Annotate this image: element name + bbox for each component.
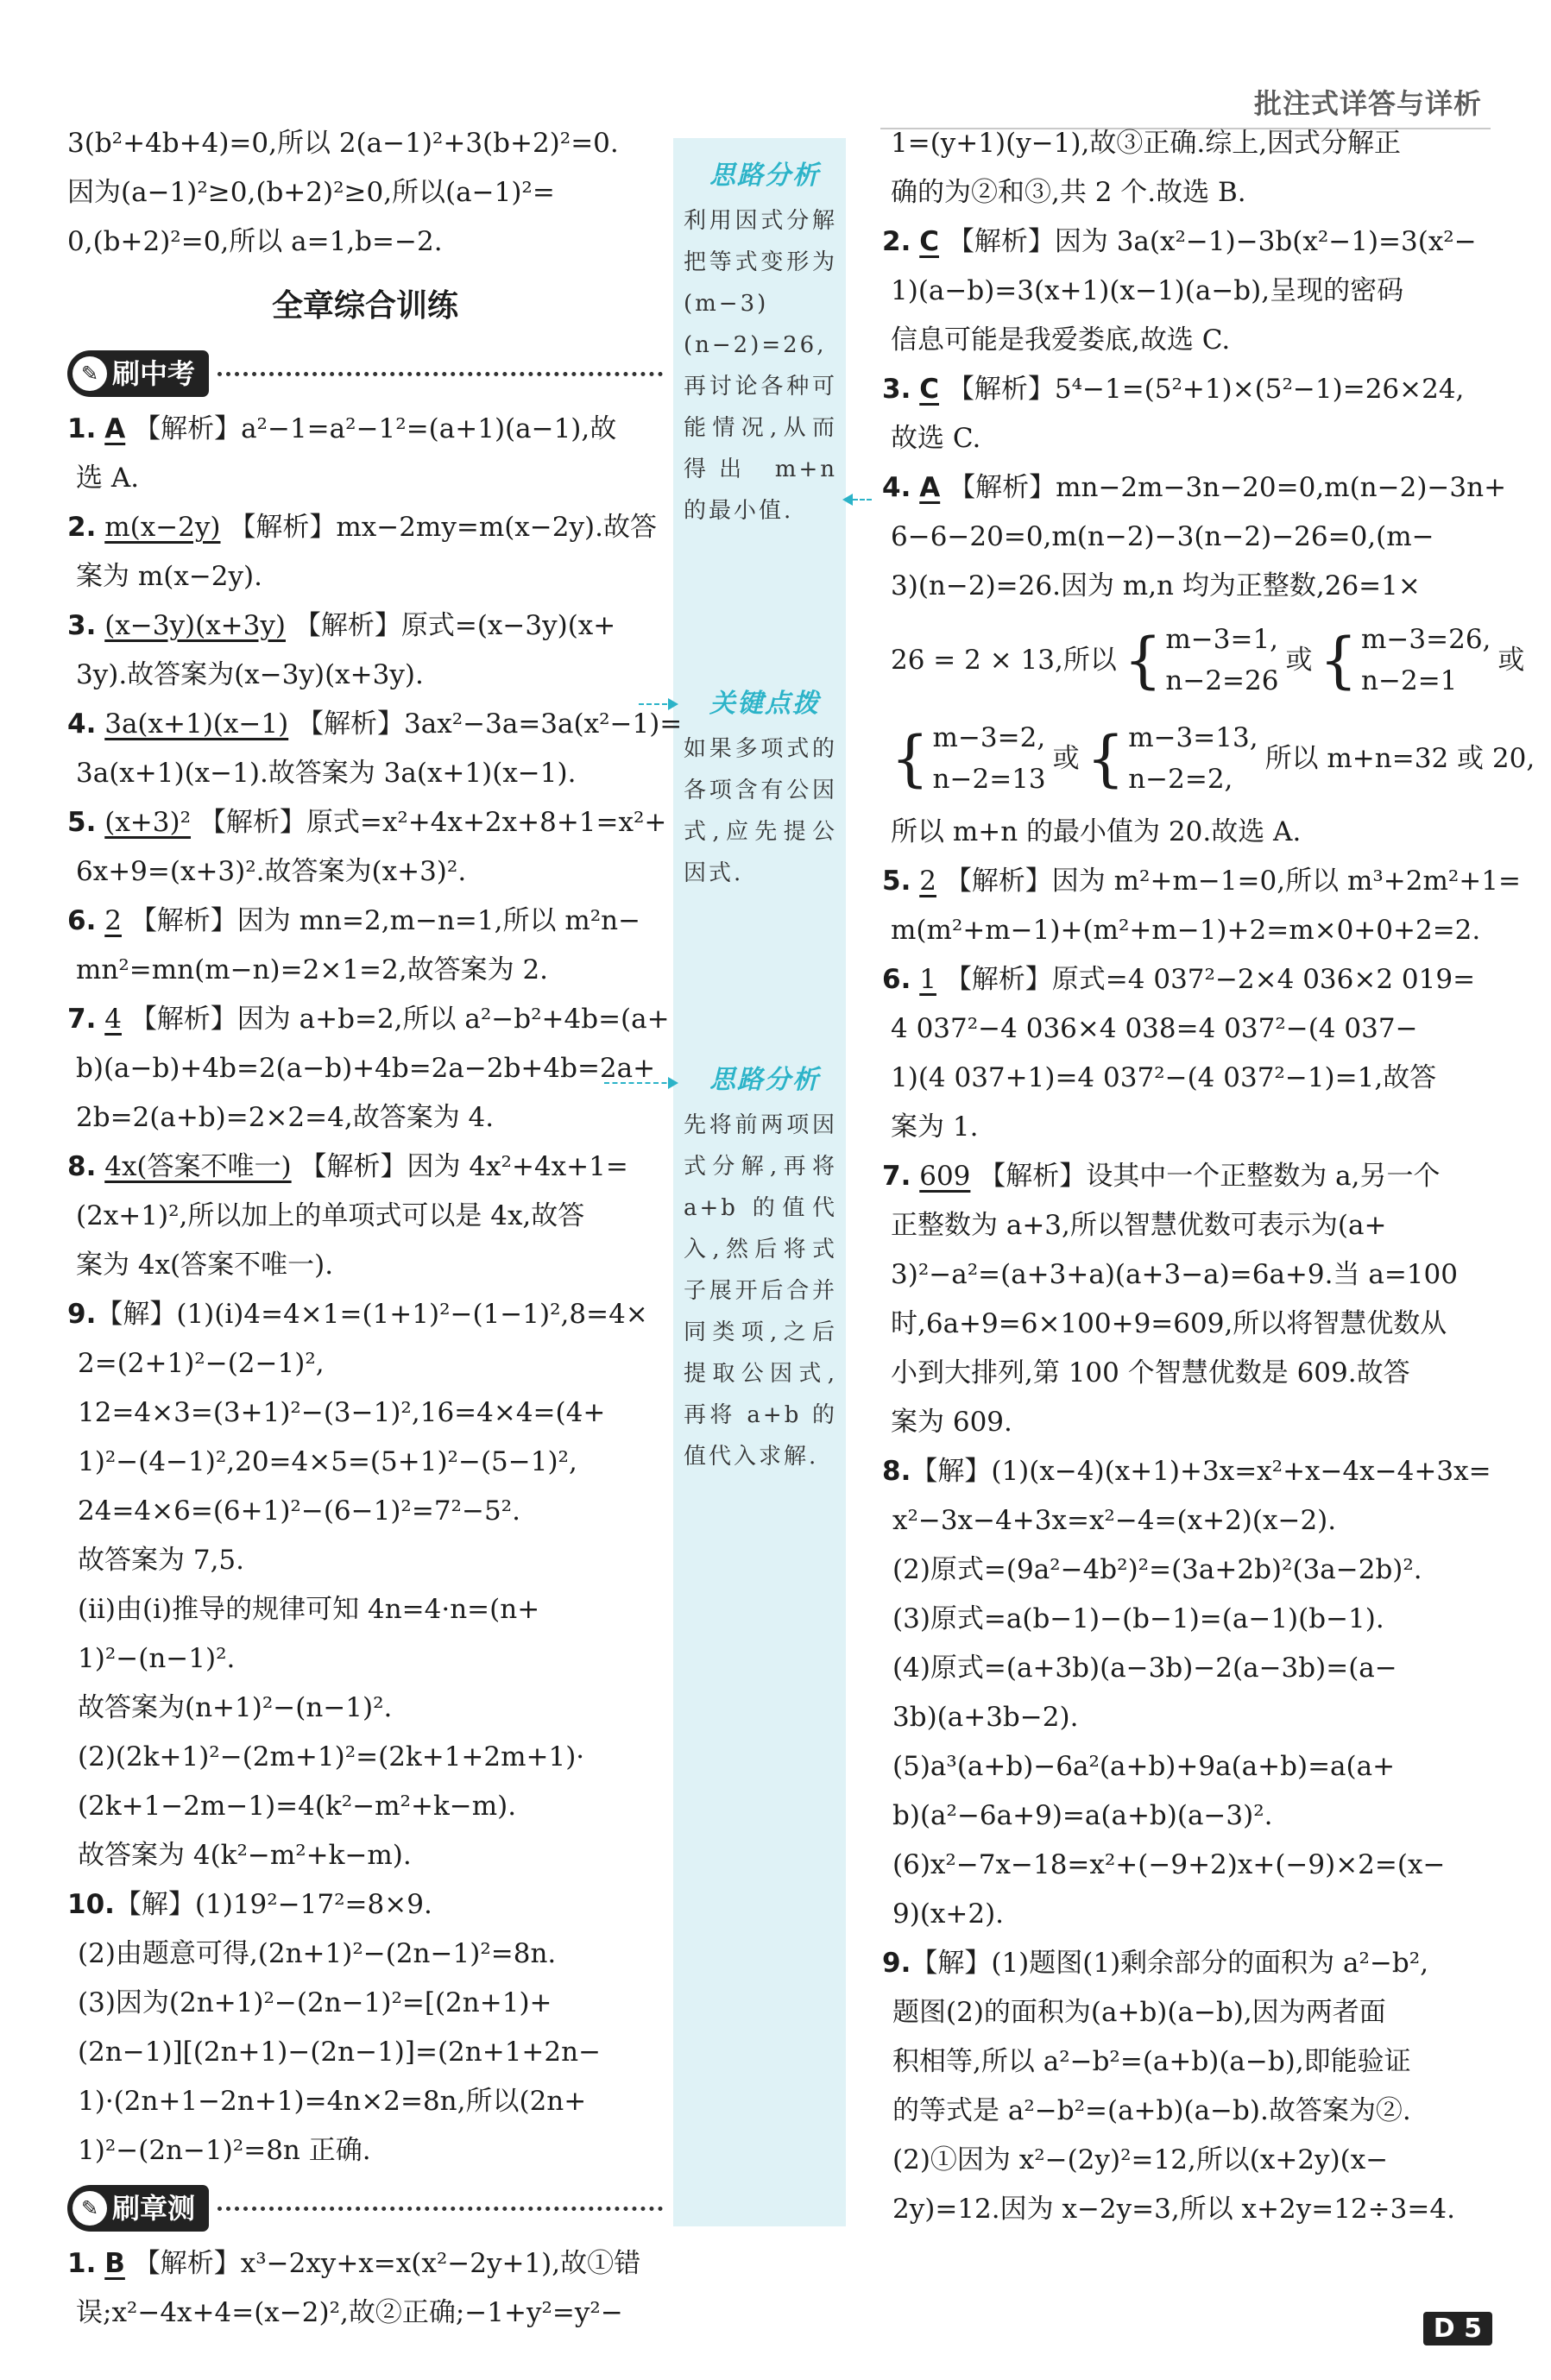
book-icon: ✎ bbox=[73, 2191, 107, 2226]
answer: 1 bbox=[919, 964, 936, 995]
sidebar-note-3 bbox=[675, 1060, 844, 1477]
left-column bbox=[67, 119, 683, 2338]
section-banner bbox=[67, 2181, 663, 2236]
sidebar-note-title: 思路分析 bbox=[709, 161, 820, 191]
text-line: 小到大排列,第 100 个智慧优数是 609.故答 bbox=[891, 1357, 1410, 1388]
sidebar-note-text: 先将前两项因式分解,再将 a+b 的值代入,然后将式子展开后合并同类项,之后提取公因式,再将 a+b 的值代入求解. bbox=[684, 1112, 837, 1470]
question-number: 5. bbox=[67, 807, 97, 838]
text-line: (2)原式=(9a²−4b²)²=(3a+2b)²(3a−2b)². bbox=[892, 1554, 1422, 1585]
explanation: 【解析】x³−2xy+x=x(x²−2y+1),故①错 bbox=[133, 2248, 641, 2279]
question-10 bbox=[67, 1880, 663, 2175]
equation: n−2=26 bbox=[1165, 665, 1279, 696]
text-line: 3y).故答案为(x−3y)(x+3y). bbox=[76, 659, 424, 690]
text-line: 故答案为 4(k²−m²+k−m). bbox=[78, 1840, 412, 1871]
page-header: 批注式详答与详析 bbox=[1253, 87, 1482, 120]
equation-system: { m−3=26, n−2=1 bbox=[1319, 619, 1491, 702]
answer: (x−3y)(x+3y) bbox=[104, 610, 286, 641]
explanation: 【解析】3ax²−3a=3a(x²−1)= bbox=[297, 708, 683, 740]
text-line: 【解】(1)(x−4)(x+1)+3x=x²+x−4x−4+3x= bbox=[911, 1456, 1491, 1487]
text-line: (2n−1)][(2n+1)−(2n−1)]=(2n+1+2n− bbox=[78, 2037, 602, 2068]
section-banner bbox=[67, 346, 663, 401]
explanation: 【解析】设其中一个正整数为 a,另一个 bbox=[979, 1161, 1441, 1192]
text-line: 3)²−a²=(a+3+a)(a+3−a)=6a+9.当 a=100 bbox=[891, 1259, 1458, 1290]
text-line: 案为 m(x−2y). bbox=[76, 561, 262, 592]
question-number: 3. bbox=[882, 374, 911, 405]
question-9 bbox=[67, 1290, 663, 1880]
explanation: 【解析】因为 a+b=2,所以 a²−b²+4b=(a+ bbox=[129, 1004, 670, 1035]
equation: n−2=1 bbox=[1361, 665, 1458, 696]
chapter-question-4 bbox=[882, 463, 1535, 857]
sidebar-note-title: 思路分析 bbox=[709, 1065, 820, 1095]
text-line: 6x+9=(x+3)².故答案为(x+3)². bbox=[76, 856, 467, 887]
text-line: 2y)=12.因为 x−2y=3,所以 x+2y=12÷3=4. bbox=[892, 2194, 1455, 2225]
question-number: 2. bbox=[882, 226, 911, 257]
chapter-question-2 bbox=[882, 217, 1485, 365]
question-number: 5. bbox=[882, 866, 911, 897]
text-line: (2k+1−2m−1)=4(k²−m²+k−m). bbox=[78, 1791, 517, 1822]
answer: B bbox=[104, 2248, 125, 2279]
text-fragment: 或 bbox=[1052, 742, 1080, 774]
equation-system-line bbox=[882, 709, 1535, 808]
text-line: 2b=2(a+b)=2×2=4,故答案为 4. bbox=[76, 1102, 495, 1133]
text-line: 【解】(1)题图(1)剩余部分的面积为 a²−b², bbox=[911, 1948, 1429, 1979]
question-number: 7. bbox=[67, 1004, 97, 1035]
text-line: 24=4×6=(6+1)²−(6−1)²=7²−5². bbox=[78, 1495, 520, 1527]
answer: C bbox=[919, 226, 939, 257]
text-line: x²−3x−4+3x=x²−4=(x+2)(x−2). bbox=[892, 1505, 1337, 1536]
text-line: 时,6a+9=6×100+9=609,所以将智慧优数从 bbox=[891, 1308, 1447, 1339]
text-line: 所以 m+n 的最小值为 20.故选 A. bbox=[891, 816, 1302, 847]
chapter-question-1 bbox=[67, 2239, 663, 2338]
dotted-divider bbox=[218, 2207, 663, 2211]
equation-system: { m−3=13, n−2=2, bbox=[1087, 717, 1258, 800]
explanation: 【解析】因为 m²+m−1=0,所以 m³+2m²+1= bbox=[944, 866, 1521, 897]
equation: n−2=2, bbox=[1128, 764, 1233, 795]
equation: m−3=2, bbox=[932, 722, 1046, 753]
explanation: 【解析】原式=(x−3y)(x+ bbox=[293, 610, 616, 641]
explanation: 【解析】因为 4x²+4x+1= bbox=[299, 1151, 628, 1182]
sidebar-note-text: 利用因式分解把等式变形为(m−3)(n−2)=26,再讨论各种可能情况,从而得出 m+n 的最小值. bbox=[684, 208, 837, 524]
answer: 609 bbox=[919, 1161, 971, 1192]
banner-label: 刷中考 bbox=[112, 356, 196, 390]
question-number: 4. bbox=[67, 708, 97, 740]
text-line: 案为 4x(答案不唯一). bbox=[76, 1250, 334, 1281]
equation-system-line bbox=[882, 611, 1525, 709]
text-line: (2)由题意可得,(2n+1)²−(2n−1)²=8n. bbox=[78, 1938, 557, 1969]
text-line: 1=(y+1)(y−1),故③正确.综上,因式分解正 bbox=[891, 128, 1402, 159]
text-fragment: 或 bbox=[1497, 644, 1525, 676]
question-6 bbox=[67, 897, 663, 995]
text-line: 3b)(a+3b−2). bbox=[892, 1702, 1079, 1733]
text-line: 故答案为(n+1)²−(n−1)². bbox=[78, 1692, 393, 1723]
text-line: 1)(a−b)=3(x+1)(x−1)(a−b),呈现的密码 bbox=[891, 275, 1404, 306]
text-line: 题图(2)的面积为(a+b)(a−b),因为两者面 bbox=[892, 1997, 1386, 2028]
text-line: m(m²+m−1)+(m²+m−1)+2=m×0+0+2=2. bbox=[891, 915, 1481, 946]
text-line: (2)(2k+1)²−(2m+1)²=(2k+1+2m+1)· bbox=[78, 1741, 585, 1772]
text-line: b)(a−b)+4b=2(a−b)+4b=2a−2b+4b=2a+ bbox=[76, 1053, 656, 1084]
question-number: 6. bbox=[67, 905, 97, 936]
answer: 2 bbox=[104, 905, 122, 936]
text-line: (3)因为(2n+1)²−(2n−1)²=[(2n+1)+ bbox=[78, 1987, 552, 2018]
question-number: 9. bbox=[882, 1948, 911, 1979]
question-number: 7. bbox=[882, 1161, 911, 1192]
text-line: 4 037²−4 036×4 038=4 037²−(4 037− bbox=[891, 1013, 1418, 1044]
explanation: 【解析】因为 3a(x²−1)−3b(x²−1)=3(x²− bbox=[947, 226, 1477, 257]
question-8 bbox=[67, 1143, 663, 1290]
equation: m−3=13, bbox=[1128, 722, 1258, 753]
equation-system: { m−3=1, n−2=26 bbox=[1124, 619, 1279, 702]
answer: m(x−2y) bbox=[104, 512, 221, 543]
text-line: 1)·(2n+1−2n+1)=4n×2=8n,所以(2n+ bbox=[78, 2086, 587, 2117]
text-line: (5)a³(a+b)−6a²(a+b)+9a(a+b)=a(a+ bbox=[892, 1751, 1396, 1782]
question-number: 6. bbox=[882, 964, 911, 995]
text-line: (2)①因为 x²−(2y)²=12,所以(x+2y)(x− bbox=[892, 2144, 1389, 2175]
question-number: 9. bbox=[67, 1299, 97, 1330]
explanation: 【解析】mn−2m−3n−20=0,m(n−2)−3n+ bbox=[949, 472, 1507, 503]
chapter-question-7 bbox=[882, 1152, 1485, 1447]
question-number: 4. bbox=[882, 472, 911, 503]
question-2 bbox=[67, 503, 663, 601]
banner-label: 刷章测 bbox=[112, 2191, 196, 2225]
text-line: 0,(b+2)²=0,所以 a=1,b=−2. bbox=[67, 226, 443, 257]
explanation: 【解析】5⁴−1=(5²+1)×(5²−1)=26×24, bbox=[947, 374, 1465, 405]
answer: C bbox=[919, 374, 939, 405]
question-number: 8. bbox=[67, 1151, 97, 1182]
text-line: (2x+1)²,所以加上的单项式可以是 4x,故答 bbox=[76, 1200, 585, 1231]
answer: 2 bbox=[919, 866, 936, 897]
text-line: 积相等,所以 a²−b²=(a+b)(a−b),即能验证 bbox=[892, 2046, 1411, 2077]
question-3 bbox=[67, 601, 663, 700]
text-line: 案为 1. bbox=[891, 1111, 979, 1143]
text-line: 1)(4 037+1)=4 037²−(4 037²−1)=1,故答 bbox=[891, 1062, 1437, 1093]
text-line: 信息可能是我爱娄底,故选 C. bbox=[891, 324, 1231, 356]
text-line: 1)²−(4−1)²,20=4×5=(5+1)²−(5−1)², bbox=[78, 1446, 577, 1477]
arrow-icon bbox=[846, 499, 872, 501]
question-1 bbox=[67, 405, 663, 503]
text-line: 3a(x+1)(x−1).故答案为 3a(x+1)(x−1). bbox=[76, 758, 577, 789]
text-line: 正整数为 a+3,所以智慧优数可表示为(a+ bbox=[891, 1210, 1387, 1241]
text-line: 故选 C. bbox=[891, 423, 981, 454]
question-number: 2. bbox=[67, 512, 97, 543]
text-line: 的等式是 a²−b²=(a+b)(a−b).故答案为②. bbox=[892, 2095, 1411, 2126]
sidebar-note-text: 如果多项式的各项含有公因式,应先提公因式. bbox=[684, 736, 837, 886]
book-icon: ✎ bbox=[73, 356, 107, 391]
question-number: 10. bbox=[67, 1889, 115, 1920]
section-title: 全章综合训练 bbox=[271, 288, 458, 324]
text-line: 故答案为 7,5. bbox=[78, 1545, 245, 1576]
question-number: 1. bbox=[67, 2248, 97, 2279]
sidebar-note-1 bbox=[675, 155, 844, 532]
answer: 3a(x+1)(x−1) bbox=[104, 708, 289, 740]
text-line: 因为(a−1)²≥0,(b+2)²≥0,所以(a−1)²= bbox=[67, 177, 555, 208]
equation: n−2=13 bbox=[932, 764, 1046, 795]
question-number: 1. bbox=[67, 413, 97, 444]
text-line: 3(b²+4b+4)=0,所以 2(a−1)²+3(b+2)²=0. bbox=[67, 128, 619, 159]
text-line: 【解】(1)19²−17²=8×9. bbox=[114, 1889, 432, 1920]
equation-system: { m−3=2, n−2=13 bbox=[891, 717, 1046, 800]
answer: A bbox=[919, 472, 941, 503]
question-number: 8. bbox=[882, 1456, 911, 1487]
question-5 bbox=[67, 798, 667, 897]
question-4 bbox=[67, 700, 683, 798]
text-line: (ii)由(i)推导的规律可知 4n=4·n=(n+ bbox=[78, 1594, 540, 1625]
text-line: b)(a²−6a+9)=a(a+b)(a−3)². bbox=[892, 1800, 1273, 1831]
text-line: 9)(x+2). bbox=[892, 1898, 1005, 1930]
chapter-question-8 bbox=[882, 1447, 1491, 1939]
explanation: 【解析】mx−2my=m(x−2y).故答 bbox=[229, 512, 657, 543]
text-fragment: 26 = 2 × 13,所以 bbox=[891, 644, 1117, 676]
text-line: 3)(n−2)=26.因为 m,n 均为正整数,26=1× bbox=[891, 570, 1421, 601]
dotted-divider bbox=[218, 372, 663, 376]
text-line: 【解】(1)(i)4=4×1=(1+1)²−(1−1)²,8=4× bbox=[96, 1299, 648, 1330]
chapter-question-5 bbox=[882, 857, 1521, 955]
equation: m−3=1, bbox=[1165, 624, 1279, 655]
chapter-question-9 bbox=[882, 1939, 1485, 2234]
explanation: 【解析】因为 mn=2,m−n=1,所以 m²n− bbox=[129, 905, 641, 936]
text-line: 案为 609. bbox=[891, 1407, 1012, 1438]
text-line: 12=4×3=(3+1)²−(3−1)²,16=4×4=(4+ bbox=[78, 1397, 606, 1428]
text-line: 1)²−(n−1)². bbox=[78, 1643, 236, 1674]
answer: 4x(答案不唯一) bbox=[104, 1151, 292, 1182]
text-fragment: 所以 m+n=32 或 20, bbox=[1264, 742, 1535, 774]
chapter-question-6 bbox=[882, 955, 1485, 1152]
text-line: 2=(2+1)²−(2−1)², bbox=[78, 1348, 325, 1379]
explanation: 【解析】a²−1=a²−1²=(a+1)(a−1),故 bbox=[134, 413, 617, 444]
question-number: 3. bbox=[67, 610, 97, 641]
text-line: 确的为②和③,共 2 个.故选 B. bbox=[891, 177, 1246, 208]
text-line: (4)原式=(a+3b)(a−3b)−2(a−3b)=(a− bbox=[892, 1653, 1397, 1684]
sidebar-note-2 bbox=[675, 683, 844, 894]
text-line: 6−6−20=0,m(n−2)−3(n−2)−26=0,(m− bbox=[891, 521, 1434, 552]
answer: 4 bbox=[104, 1004, 122, 1035]
answer: (x+3)² bbox=[104, 807, 192, 838]
sidebar-note-title: 关键点拨 bbox=[709, 689, 820, 719]
text-fragment: 或 bbox=[1285, 644, 1313, 676]
explanation: 【解析】原式=4 037²−2×4 036×2 019= bbox=[944, 964, 1476, 995]
answer: A bbox=[104, 413, 126, 444]
right-column bbox=[882, 119, 1535, 2234]
chapter-question-3 bbox=[882, 365, 1485, 463]
explanation: 【解析】原式=x²+4x+2x+8+1=x²+ bbox=[199, 807, 667, 838]
text-line: 误;x²−4x+4=(x−2)²,故②正确;−1+y²=y²− bbox=[76, 2297, 623, 2328]
text-line: mn²=mn(m−n)=2×1=2,故答案为 2. bbox=[76, 954, 549, 985]
text-line: (6)x²−7x−18=x²+(−9+2)x+(−9)×2=(x− bbox=[892, 1849, 1446, 1880]
text-line: 1)²−(2n−1)²=8n 正确. bbox=[78, 2135, 371, 2166]
text-line: (3)原式=a(b−1)−(b−1)=(a−1)(b−1). bbox=[892, 1603, 1384, 1634]
question-7 bbox=[67, 995, 670, 1143]
page-number: D 5 bbox=[1423, 2312, 1492, 2345]
equation: m−3=26, bbox=[1361, 624, 1491, 655]
text-line: 选 A. bbox=[76, 463, 140, 494]
